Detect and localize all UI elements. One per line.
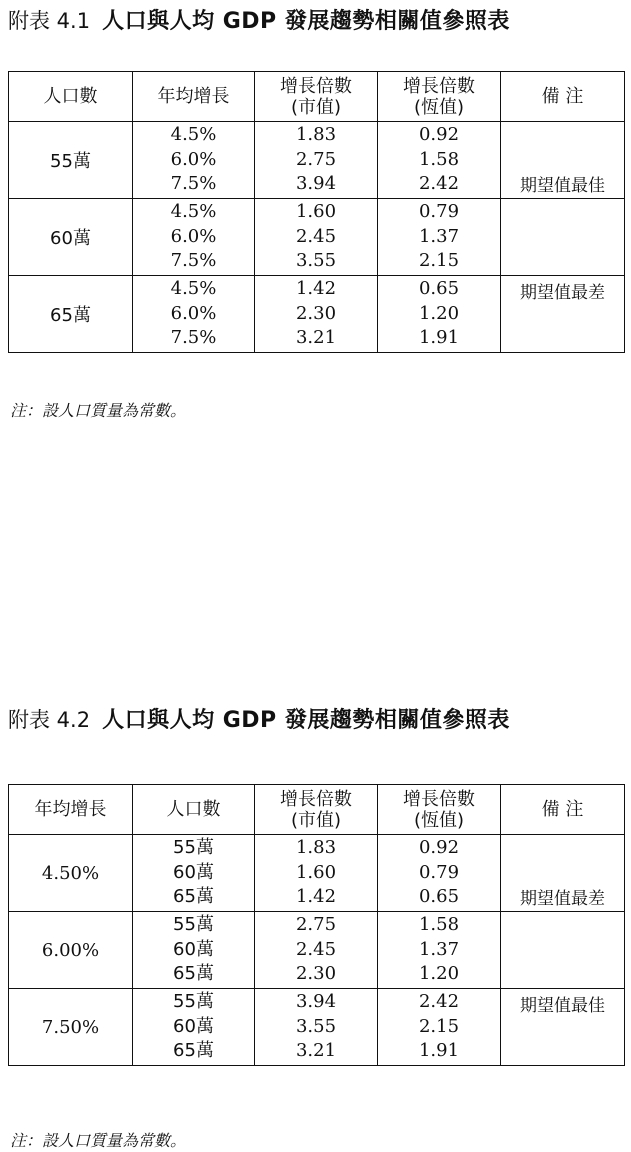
market-value-cell: 1.60 2.45 3.55: [255, 199, 378, 276]
market-value-cell: 3.94 3.55 3.21: [255, 989, 378, 1066]
table1-header-population: 人口數: [9, 72, 133, 122]
group-label: 4.50%: [9, 835, 133, 912]
table1-header-growth-constant: 增長倍數 (恆值): [378, 72, 501, 122]
growth-rate-cell: 4.5% 6.0% 7.5%: [133, 199, 255, 276]
table2-header-growth-market: 增長倍數 (市值): [255, 785, 378, 835]
market-value-cell: 1.42 2.30 3.21: [255, 276, 378, 353]
table2-footnote: 注：設人口質量為常數。: [10, 1131, 187, 1150]
growth-rate-cell: 4.5% 6.0% 7.5%: [133, 276, 255, 353]
table1-label: 附表 4.1: [8, 9, 91, 33]
market-value-cell: 1.83 2.75 3.94: [255, 122, 378, 199]
table1-footnote: 注：設人口質量為常數。: [10, 401, 187, 420]
table1-heading: 人口與人均 GDP 發展趨勢相關值參照表: [102, 9, 510, 34]
group-label: 7.50%: [9, 989, 133, 1066]
constant-value-cell: 0.65 1.20 1.91: [378, 276, 501, 353]
table2-heading: 人口與人均 GDP 發展趨勢相關值參照表: [102, 708, 510, 733]
table2-header-population: 人口數: [133, 785, 255, 835]
constant-value-cell: 1.58 1.37 1.20: [378, 912, 501, 989]
group-label: 55萬: [9, 122, 133, 199]
constant-value-cell: 2.42 2.15 1.91: [378, 989, 501, 1066]
group-label: 6.00%: [9, 912, 133, 989]
constant-value-cell: 0.79 1.37 2.15: [378, 199, 501, 276]
table-row: [9, 199, 625, 276]
market-value-cell: 2.75 2.45 2.30: [255, 912, 378, 989]
table2-header-remark: 備 注: [501, 785, 625, 835]
table2-title: [8, 703, 510, 734]
table2: [8, 784, 625, 1066]
table-row: [9, 276, 625, 353]
table1-header-row: [9, 72, 625, 122]
group-label: 65萬: [9, 276, 133, 353]
table-row: [9, 912, 625, 989]
table1-title: [8, 4, 510, 35]
table2-header-annual-growth: 年均增長: [9, 785, 133, 835]
table1-header-growth-market: 增長倍數 (市值): [255, 72, 378, 122]
remark-cell: 期望值最佳: [501, 122, 625, 199]
constant-value-cell: 0.92 1.58 2.42: [378, 122, 501, 199]
remark-cell: [501, 912, 625, 989]
growth-rate-cell: 4.5% 6.0% 7.5%: [133, 122, 255, 199]
table-row: [9, 989, 625, 1066]
table2-header-growth-constant: 增長倍數 (恆值): [378, 785, 501, 835]
table1-header-remark: 備 注: [501, 72, 625, 122]
table1: [8, 71, 625, 353]
table-row: [9, 835, 625, 912]
remark-cell: 期望值最佳: [501, 989, 625, 1066]
population-cell: 55萬 60萬 65萬: [133, 835, 255, 912]
remark-cell: 期望值最差: [501, 276, 625, 353]
remark-cell: [501, 199, 625, 276]
market-value-cell: 1.83 1.60 1.42: [255, 835, 378, 912]
population-cell: 55萬 60萬 65萬: [133, 989, 255, 1066]
population-cell: 55萬 60萬 65萬: [133, 912, 255, 989]
remark-cell: 期望值最差: [501, 835, 625, 912]
group-label: 60萬: [9, 199, 133, 276]
table1-header-annual-growth: 年均增長: [133, 72, 255, 122]
table2-label: 附表 4.2: [8, 708, 91, 732]
table2-header-row: [9, 785, 625, 835]
constant-value-cell: 0.92 0.79 0.65: [378, 835, 501, 912]
table-row: [9, 122, 625, 199]
